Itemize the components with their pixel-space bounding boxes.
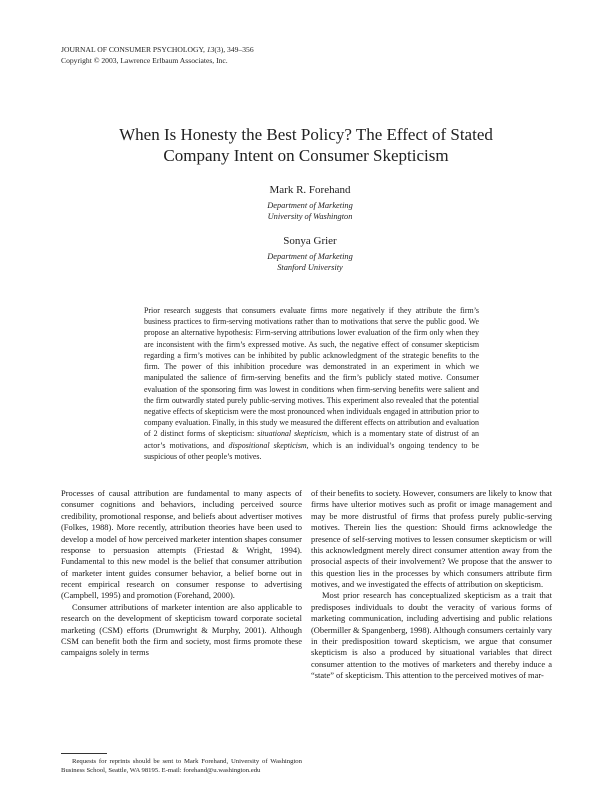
author-name-1: Mark R. Forehand [269, 184, 351, 196]
abstract-term-dispositional: dispositional skepticism, [228, 440, 309, 450]
journal-header [61, 45, 254, 55]
author-dept-1: Department of Marketing [267, 201, 353, 210]
body-paragraph: of their benefits to society. However, consumers are likely to know that firms have ulterior motives such as profit or image management and may be more distrustful of firms that profess purely public-serving motives. Therein lies the question: Should firms acknowledge the presence of self-serving motives to lessen consumer skepticism or will this acknowledgment merely direct consumer attention away from the prosocial aspects of their involvement? We propose that the answer to this question lies in the processes by which consumers attribute firm motives, and we investigated the effects of attribution on skepticism. [311, 488, 552, 589]
title-line-2: Company Intent on Consumer Skepticism [163, 146, 449, 165]
author-univ-2: Stanford University [277, 263, 343, 272]
copyright-line: Copyright © 2003, Lawrence Erlbaum Associates, Inc. [61, 56, 228, 65]
abstract-part-2: which is a momentary state of distrust of an actor’s motivations, and [144, 429, 479, 450]
journal-name: JOURNAL OF CONSUMER PSYCHOLOGY, [61, 45, 205, 54]
abstract-part-3: which is an individual’s ongoing tendency to be suspicious of other people’s motives. [144, 440, 479, 461]
abstract-term-situational: situational skepticism, [257, 429, 330, 439]
journal-issue-pages: (3), 349–356 [214, 45, 254, 54]
body-paragraph: Consumer attributions of marketer intention are also applicable to research on the development of skepticism toward corporate societal marketing (CSM) efforts (Drumwright & Murphy, 2001). Although CSM can benefit both the firm and society, most firms promote these campaigns solely in terms [61, 601, 302, 658]
article-title [60, 124, 552, 166]
author-univ-1: University of Washington [267, 212, 353, 221]
footnote-rule [61, 753, 107, 754]
abstract-text [144, 305, 479, 462]
body-column-left [61, 488, 302, 659]
body-paragraph: Most prior research has conceptualized skepticism as a trait that predisposes individuals to doubt the veracity of various forms of marketing communication, including advertising and public relations (Obermiller & Spangenberg, 1998). Although consumers certainly vary in their predisposition toward skepticism, we argue that consumer skepticism is also a produced by situational variables that direct consumer attention to the motives of marketers and thereby induce a “state” of skepticism. This attention to the perceived motives of mar- [311, 590, 552, 680]
author-name-2: Sonya Grier [283, 235, 337, 247]
author-dept-2: Department of Marketing [267, 252, 353, 261]
title-line-1: When Is Honesty the Best Policy? The Effect of Stated [119, 125, 493, 144]
body-column-right [311, 488, 552, 681]
abstract-part-1: Prior research suggests that consumers evaluate firms more negatively if they attribute the firm’s business practices to firm-serving motivations rather than to motivations that serve the public good. We propose an alternative hypothesis: Firm-serving attributions lower evaluation of the firm only when they are inconsistent with the firm’s expressed motive. As such, the negative effect of consumer skepticism regarding a firm’s motives can be inhibited by public acknowledgment of the strategic benefits to the firm. The power of this inhibition procedure was demonstrated in an experiment in which we manipulated the salience of firm-serving benefits and the firm’s publicly stated motive. Consumer evaluation of the sponsoring firm was lowest in conditions when firm-serving benefits were salient and the firm outwardly stated purely public-serving motives. This experiment also revealed that the potential negative effects of skepticism were the most pronounced when individuals engaged in attribution prior to company evaluation. Finally, in this study we measured the different effects on attribution and evaluation of 2 distinct forms of skepticism: [144, 306, 479, 439]
body-paragraph: Processes of causal attribution are fundamental to many aspects of consumer cognitions and behaviors, including perceived source credibility, promotional response, and beliefs about advertiser motives (Folkes, 1988). More recently, attribution theories have been used to develop a model of how perceived marketer intention shapes consumer response to persuasion attempts (Friestad & Wright, 1994). Fundamental to this new model is the belief that consumer attribution of marketer intent guides consumer behavior, a belief borne out in recent empirical research on consumer response to advertising (Campbell, 1995) and promotion (Forehand, 2000). [61, 488, 302, 601]
footnote: Requests for reprints should be sent to Mark Forehand, University of Washington Business School, Seattle, WA 98195. E-mail: forehand@u.washington.edu [61, 758, 302, 774]
journal-volume: 13 [206, 45, 215, 54]
abstract [144, 305, 479, 462]
